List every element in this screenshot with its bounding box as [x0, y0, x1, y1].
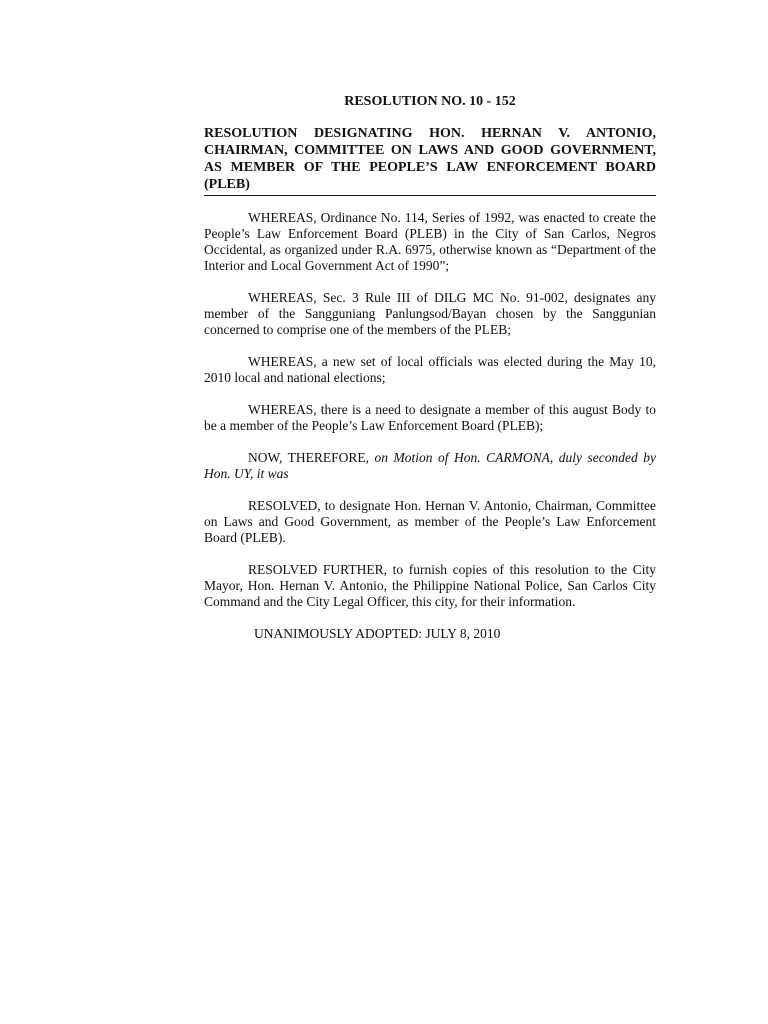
resolution-body	[204, 210, 656, 642]
whereas-paragraph-4: WHEREAS, there is a need to designate a member of this august Body to be a member of the People’s Law Enforcement Board (PLEB);	[204, 402, 656, 433]
motion-italic-text: on Motion of Hon. CARMONA, duly seconded by Hon. UY, it was	[204, 450, 656, 481]
resolved-paragraph: RESOLVED, to designate Hon. Hernan V. Antonio, Chairman, Committee on Laws and Good Government, as member of the People’s Law Enforcement Board (PLEB).	[204, 498, 656, 545]
resolved-further-paragraph: RESOLVED FURTHER, to furnish copies of this resolution to the City Mayor, Hon. Hernan V. Antonio, the Philippine National Police, San Carlos City Command and the City Legal Officer, this city, for their information.	[204, 562, 656, 609]
adoption-line: UNANIMOUSLY ADOPTED: JULY 8, 2010	[254, 626, 501, 641]
resolution-title: RESOLUTION DESIGNATING HON. HERNAN V. ANTONIO, CHAIRMAN, COMMITTEE ON LAWS AND GOOD GOVERNMENT, AS MEMBER OF THE PEOPLE’S LAW ENFORCEMENT BOARD (PLEB)	[204, 125, 656, 196]
motion-lead-text: NOW, THEREFORE,	[248, 450, 375, 465]
whereas-paragraph-1: WHEREAS, Ordinance No. 114, Series of 1992, was enacted to create the People’s Law Enforcement Board (PLEB) in the City of San Carlos, Negros Occidental, as organized under R.A. 6975, otherwise known as “Department of the Interior and Local Government Act of 1990”;	[204, 210, 656, 273]
motion-paragraph	[204, 450, 656, 482]
whereas-paragraph-2: WHEREAS, Sec. 3 Rule III of DILG MC No. 91-002, designates any member of the Sangguniang Panlungsod/Bayan chosen by the Sanggunian concerned to comprise one of the members of the PLEB;	[204, 290, 656, 337]
resolution-number: RESOLUTION NO. 10 - 152	[344, 94, 516, 109]
whereas-paragraph-3: WHEREAS, a new set of local officials was elected during the May 10, 2010 local and national elections;	[204, 354, 656, 385]
